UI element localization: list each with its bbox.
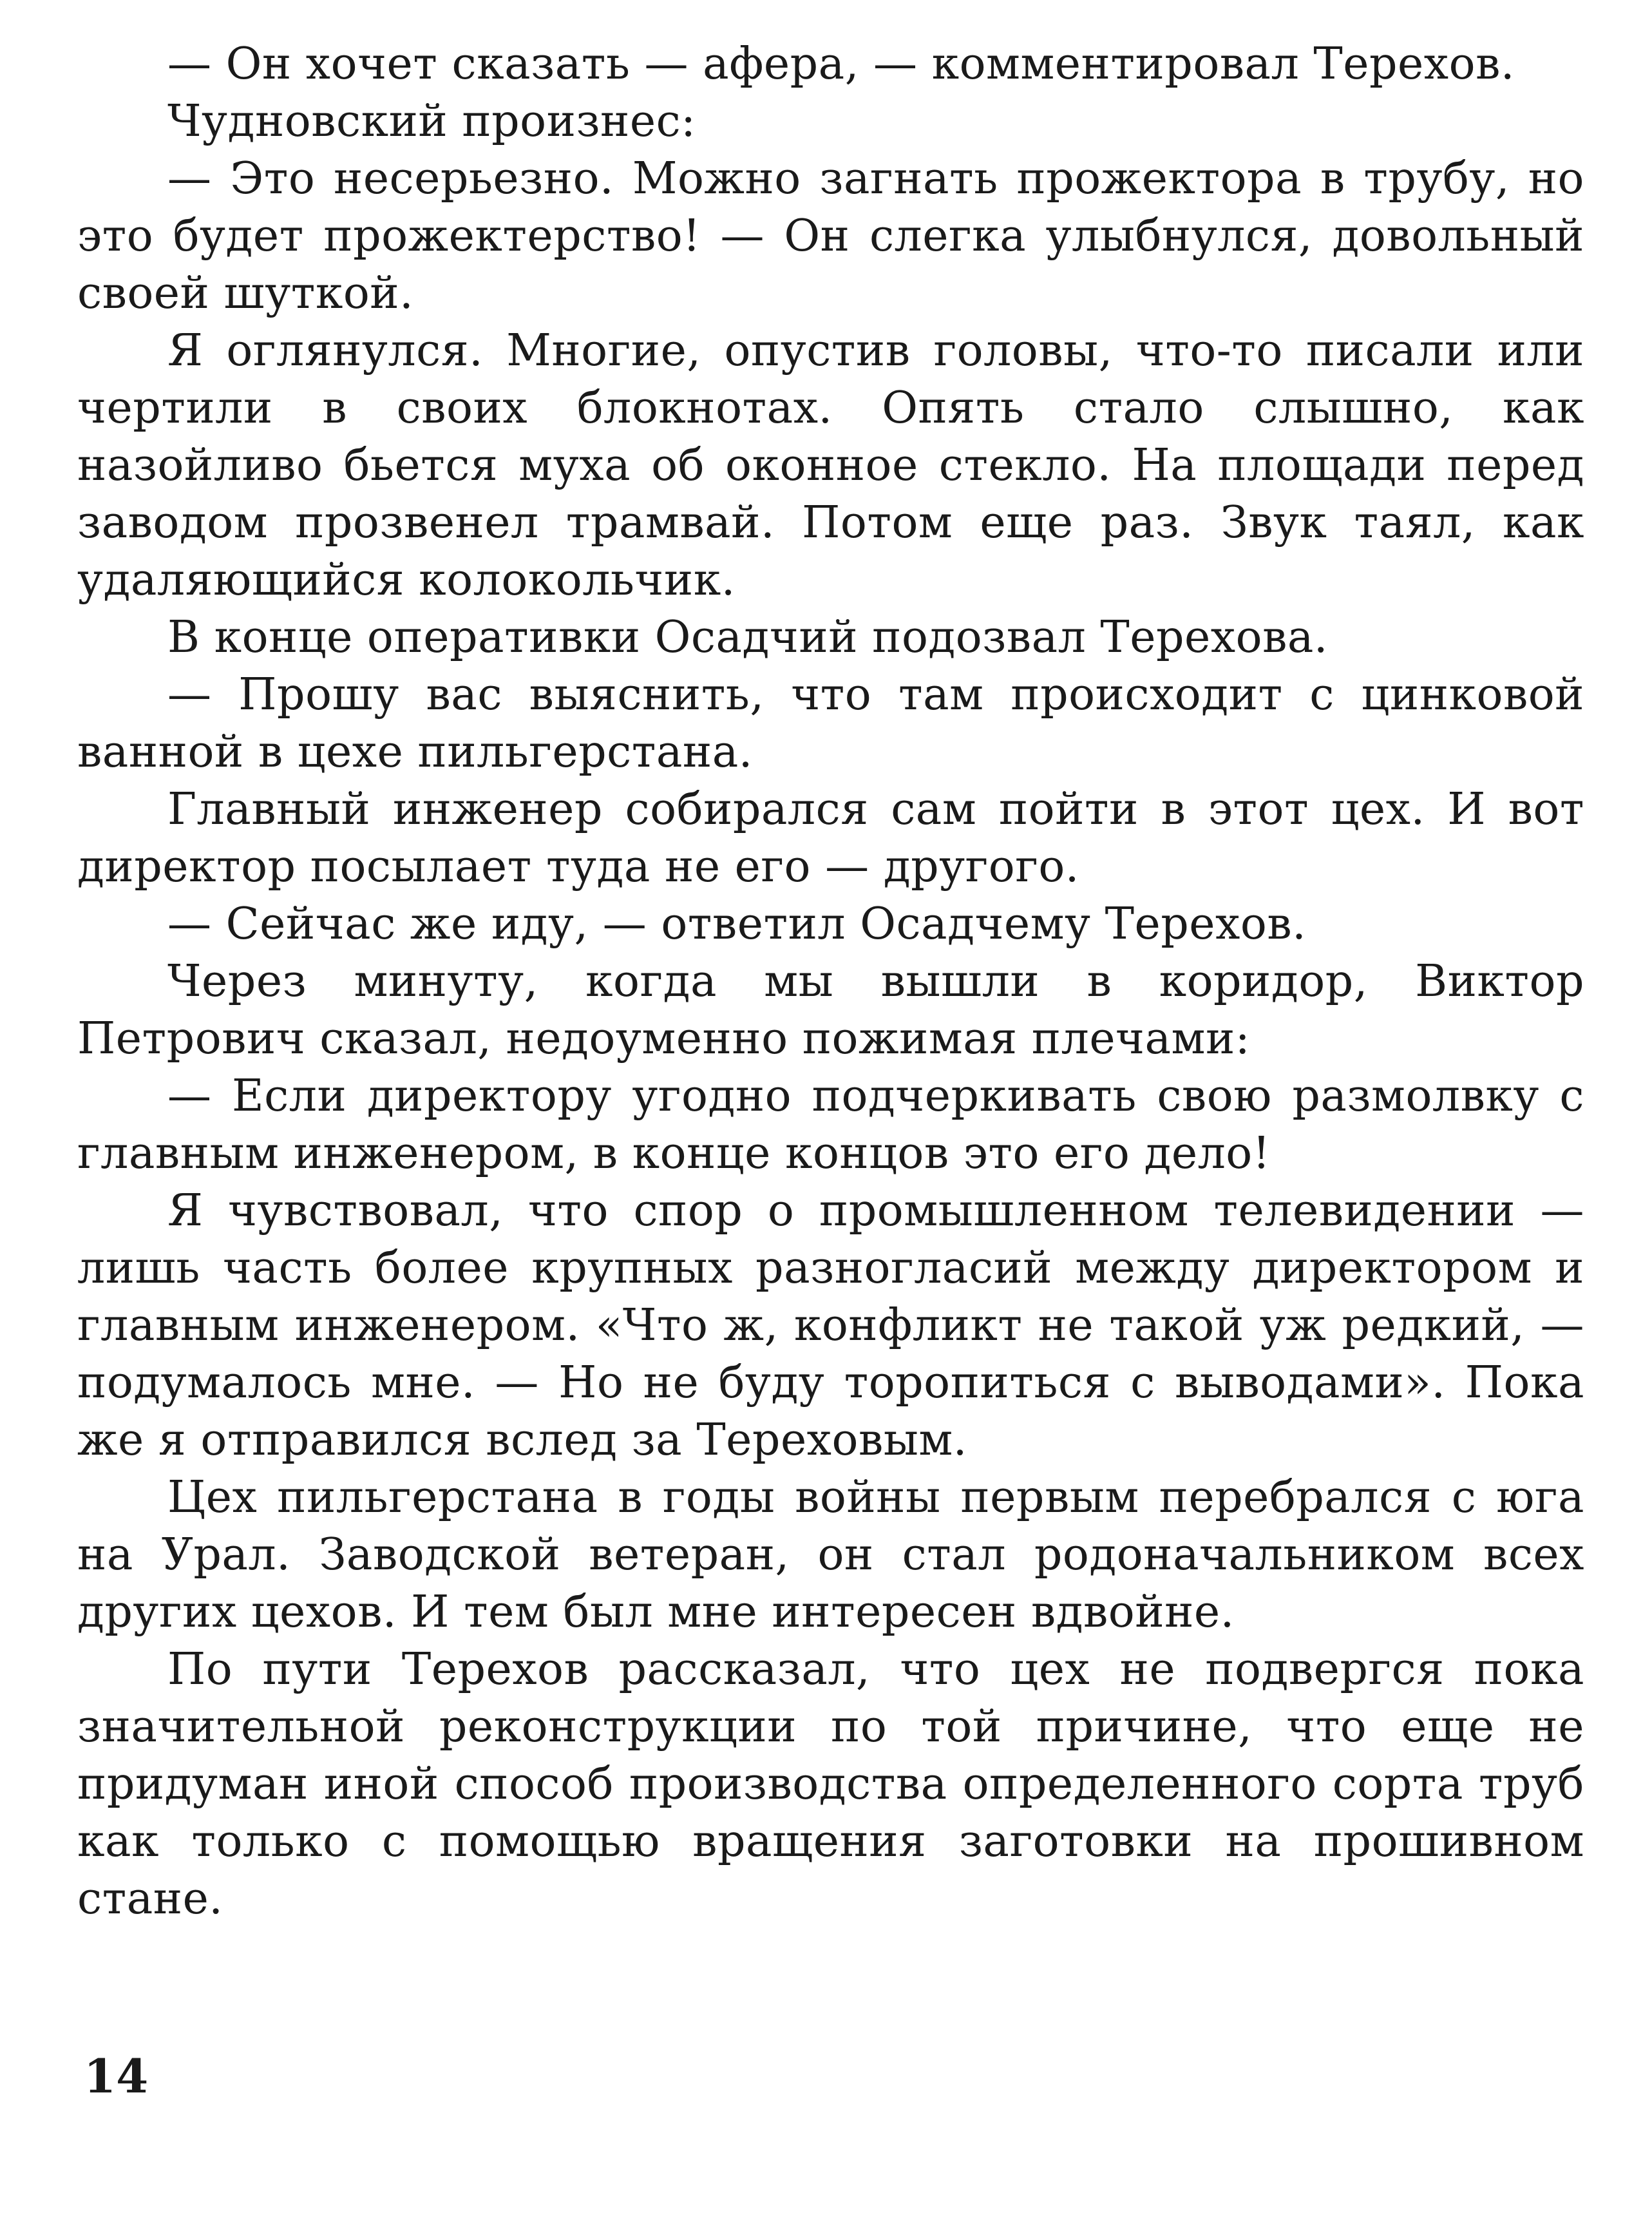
paragraph-2: Чудновский произнес: [167, 96, 696, 147]
paragraph-5: В конце оперативки Осадчий подозвал Терехова. [167, 612, 1329, 663]
paragraph-12: Цех пильгерстана в годы войны первым перебрался с юга на Урал. Заводской ветеран, он стал родоначальником всех других цехов. И тем был мне интересен вдвойне. [77, 1472, 1584, 1638]
paragraph-9: Через минуту, когда мы вышли в коридор, Виктор Петрович сказал, недоуменно пожимая плечами: [77, 956, 1584, 1064]
paragraph-4: Я оглянулся. Многие, опустив головы, что-то писали или чертили в своих блокнотах. Опять стало слышно, как назойливо бьется муха об оконное стекло. На площади перед заводом прозвенел трамвай. Потом еще раз. Звук таял, как удаляющийся колокольчик. [77, 325, 1584, 606]
page-number: 14 [84, 2049, 149, 2103]
book-page-text [77, 35, 1584, 1928]
paragraph-11: Я чувствовал, что спор о промышленном телевидении — лишь часть более крупных разногласий между директором и главным инженером. «Что ж, конфликт не такой уж редкий, — подумалось мне. — Но не буду торопиться с выводами». Пока же я отправился вслед за Тереховым. [77, 1185, 1584, 1466]
paragraph-13: По пути Терехов рассказал, что цех не подвергся пока значительной реконструкции по той причине, что еще не придуман иной способ производства определенного сорта труб как только с помощью вращения заготовки на прошивном стане. [77, 1644, 1584, 1924]
paragraph-6: — Прошу вас выяснить, что там происходит с цинковой ванной в цехе пильгерстана. [77, 669, 1584, 778]
paragraph-10: — Если директору угодно подчеркивать свою размолвку с главным инженером, в конце концов это его дело! [77, 1071, 1584, 1179]
paragraph-8: — Сейчас же иду, — ответил Осадчему Терехов. [167, 899, 1307, 950]
paragraph-7: Главный инженер собирался сам пойти в этот цех. И вот директор посылает туда не его — другого. [77, 784, 1584, 892]
paragraph-3: — Это несерьезно. Можно загнать прожектора в трубу, но это будет прожектерство! — Он слегка улыбнулся, довольный своей шуткой. [77, 153, 1584, 319]
paragraph-1: — Он хочет сказать — афера, — комментировал Терехов. [167, 39, 1515, 90]
